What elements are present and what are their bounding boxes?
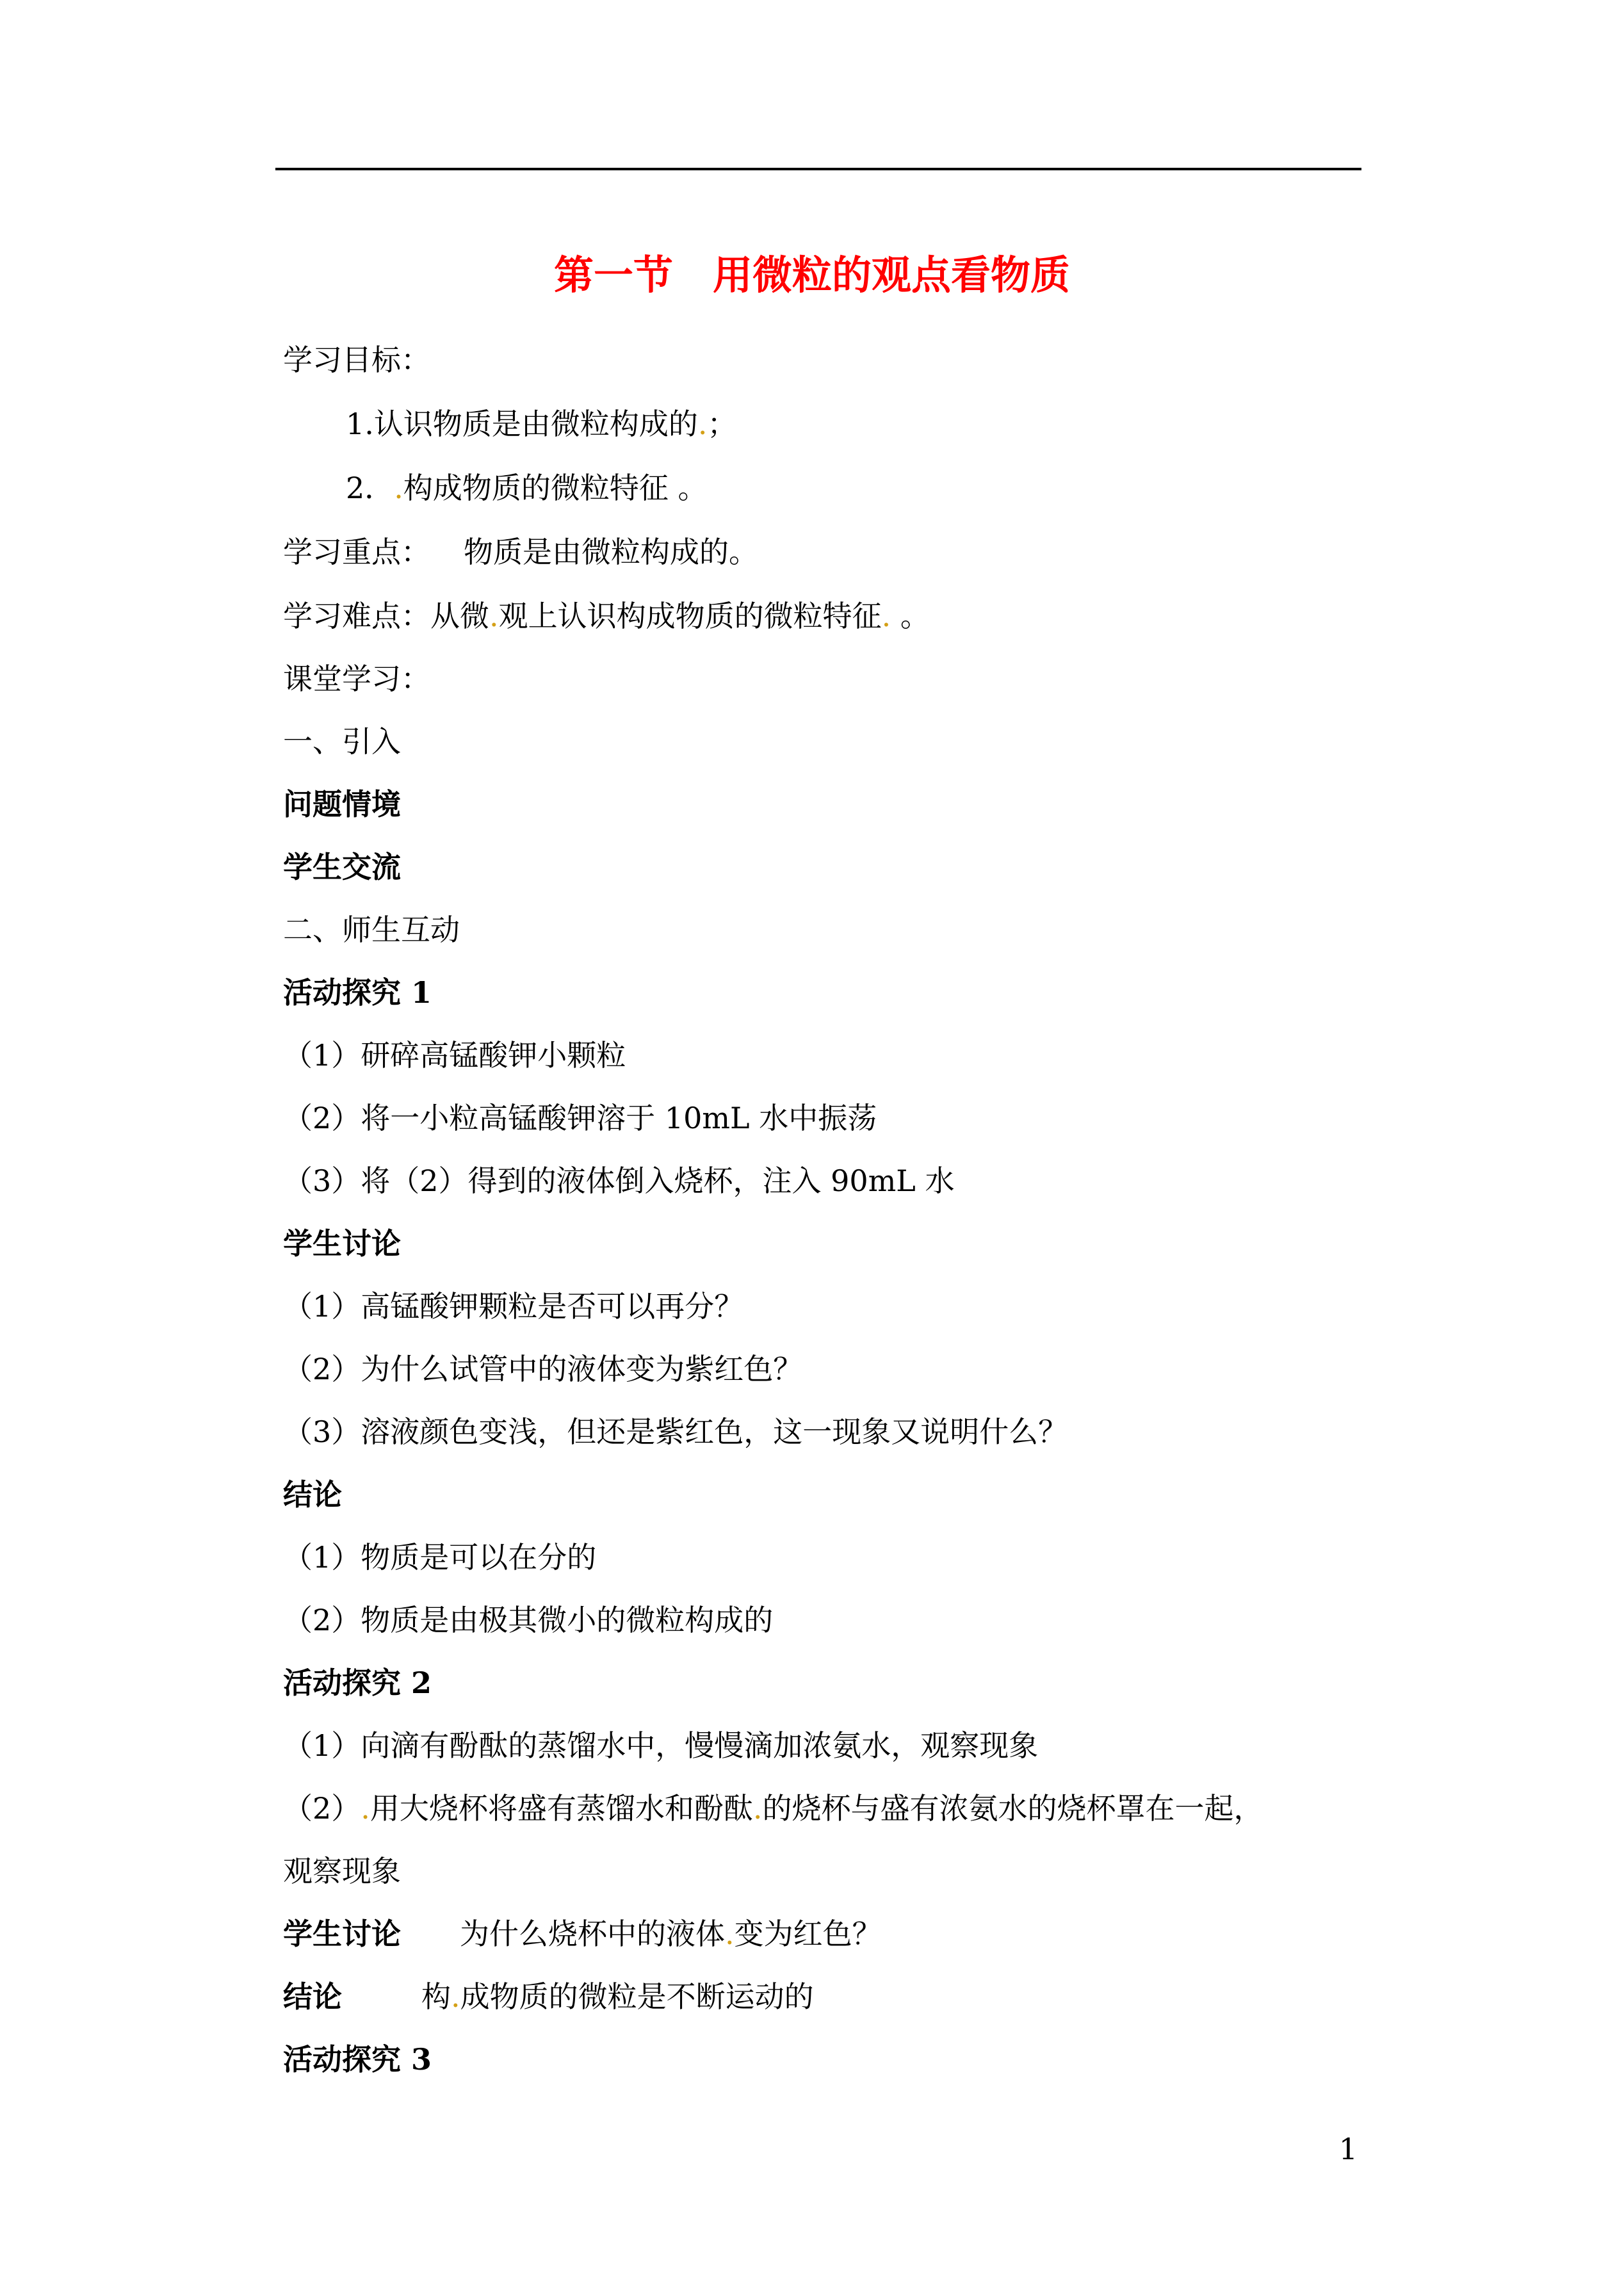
activity2-heading: 活动探究 2 <box>283 1666 432 1700</box>
objectives-heading: 学习目标： <box>283 343 430 377</box>
section2-heading: 二、师生互动 <box>283 912 460 947</box>
section1-heading: 一、引入 <box>283 724 401 759</box>
discussion1-question: （2）为什么试管中的液体变为紫红色？ <box>283 1352 803 1386</box>
activity1-step: （3）将（2）得到的液体倒入烧杯，注入 90mL 水 <box>283 1164 955 1198</box>
page-title: 第一节 用微粒的观点看物质 <box>553 252 1070 298</box>
discussion2-label: 学生讨论 <box>283 1917 401 1951</box>
discussion1-question: （3）溶液颜色变浅，但还是紫红色，这一现象又说明什么？ <box>283 1415 1068 1449</box>
conclusion2-label: 结论 <box>283 1979 342 2014</box>
typo-mark: . <box>725 1917 735 1951</box>
activity2-step-2-continued: 观察现象 <box>283 1854 401 1888</box>
conclusion2-line: 结论 构.成物质的微粒是不断运动的 <box>283 1979 814 2014</box>
problem-heading: 问题情境 <box>283 787 401 822</box>
focus-line <box>283 526 758 578</box>
typo-mark: . <box>697 407 708 441</box>
activity1-step: （2）将一小粒高锰酸钾溶于 10mL 水中振荡 <box>283 1101 877 1135</box>
typo-mark: . <box>361 1791 370 1826</box>
activity3-heading: 活动探究 3 <box>283 2042 432 2077</box>
typo-mark: . <box>881 599 891 633</box>
activity2-step-2: （2）.用大烧杯将盛有蒸馏水和酚酞.的烧杯与盛有浓氨水的烧杯罩在一起， <box>283 1791 1263 1826</box>
header-rule <box>275 168 1361 170</box>
activity1-step: （1）研碎高锰酸钾小颗粒 <box>283 1038 626 1073</box>
discussion1-heading: 学生讨论 <box>283 1226 401 1261</box>
discussion1-question: （1）高锰酸钾颗粒是否可以再分？ <box>283 1289 744 1324</box>
objective-item-1: 1.认识物质是由微粒构成的.； <box>346 407 737 441</box>
conclusion1-heading: 结论 <box>283 1477 342 1512</box>
typo-mark: . <box>451 1979 460 2014</box>
exchange-heading: 学生交流 <box>283 850 401 884</box>
objective-item-2: 2．.构成物质的微粒特征 。 <box>346 471 708 505</box>
typo-mark: . <box>752 1791 763 1826</box>
conclusion1-item: （2）物质是由极其微小的微粒构成的 <box>283 1603 774 1637</box>
typo-mark: . <box>489 599 499 633</box>
conclusion1-item: （1）物质是可以在分的 <box>283 1540 597 1575</box>
activity2-step-1: （1）向滴有酚酞的蒸馏水中，慢慢滴加浓氨水，观察现象 <box>283 1728 1039 1763</box>
classroom-heading: 课堂学习： <box>283 661 430 696</box>
typo-mark: . <box>394 471 403 505</box>
page-number: 1 <box>1338 2132 1358 2166</box>
focus-text: 物质是由微粒构成的。 <box>464 535 758 569</box>
focus-label: 学习重点： <box>283 535 430 569</box>
discussion2-line: 学生讨论 为什么烧杯中的液体.变为红色？ <box>283 1917 882 1951</box>
difficulty-line: 学习难点：从微.观上认识构成物质的微粒特征. 。 <box>283 599 930 633</box>
activity1-heading: 活动探究 1 <box>283 975 432 1010</box>
